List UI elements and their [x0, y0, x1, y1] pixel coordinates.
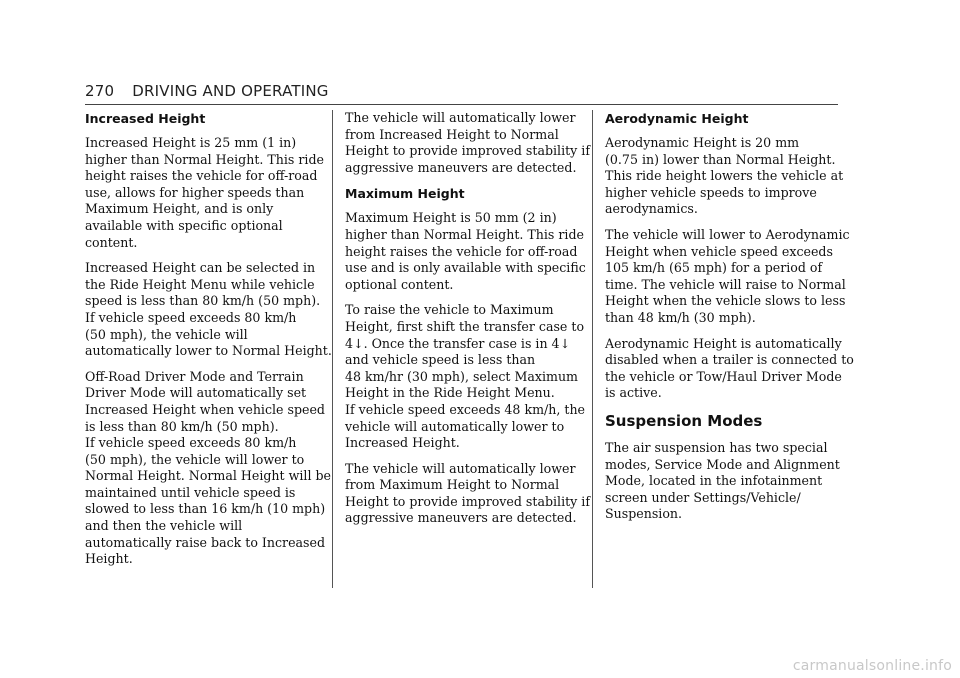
text-line: automatically lower to Normal Height. — [85, 343, 332, 359]
text-line: Height when the vehicle slows to less — [605, 293, 846, 309]
text-line: automatically raise back to Increased — [85, 534, 326, 550]
paragraph — [85, 260, 332, 360]
paragraph — [605, 226, 850, 327]
text-line: The vehicle will automatically lower — [345, 460, 576, 476]
text-line: available with specific optional — [85, 217, 283, 233]
paragraph — [605, 335, 854, 402]
text-line: Suspension. — [605, 506, 683, 522]
page-header — [85, 82, 838, 100]
column-divider — [592, 110, 593, 588]
text-line: is less than 80 km/h (50 mph). — [85, 418, 279, 434]
column-2 — [345, 110, 590, 536]
text-line: from Maximum Height to Normal — [345, 477, 560, 493]
text-line: slowed to less than 16 km/h (10 mph) — [85, 501, 326, 517]
text-line: If vehicle speed exceeds 80 km/h — [85, 435, 297, 451]
text-line: optional content. — [345, 276, 454, 292]
text-line: speed is less than 80 km/h (50 mph). — [85, 293, 321, 309]
text-line: 4↓. Once the transfer case is in 4↓ — [345, 335, 571, 351]
text-line: Maximum Height, and is only — [85, 201, 274, 217]
paragraph — [85, 368, 331, 568]
column-divider — [332, 110, 333, 588]
text-line: The air suspension has two special — [605, 439, 828, 455]
text-line: height raises the vehicle for off-road — [345, 243, 578, 259]
text-line: Normal Height. Normal Height will be — [85, 468, 331, 484]
text-line: To raise the vehicle to Maximum — [345, 302, 554, 318]
text-line: Height. — [85, 551, 133, 567]
text-line: Height to provide improved stability if — [345, 143, 590, 159]
paragraph — [605, 135, 843, 218]
text-line: Mode, located in the infotainment — [605, 473, 823, 489]
text-line: than 48 km/h (30 mph). — [605, 309, 756, 325]
text-line: Maximum Height is 50 mm (2 in) — [345, 210, 557, 226]
text-line: Increased Height when vehicle speed — [85, 401, 325, 417]
text-line: is active. — [605, 385, 662, 401]
text-line: (0.75 in) lower than Normal Height. — [605, 151, 836, 167]
text-line: Height in the Ride Height Menu. — [345, 385, 555, 401]
watermark: carmanualsonline.info — [792, 658, 952, 674]
text-line: Aerodynamic Height is 20 mm — [605, 135, 800, 150]
text-line: modes, Service Mode and Alignment — [605, 456, 840, 472]
text-line: Aerodynamic Height is automatically — [605, 335, 842, 351]
text-line: aggressive maneuvers are detected. — [345, 159, 577, 175]
text-line: use, allows for higher speeds than — [85, 184, 305, 200]
text-line: This ride height lowers the vehicle at — [605, 168, 844, 184]
text-line: screen under Settings/Vehicle/ — [605, 489, 801, 505]
text-line: The vehicle will automatically lower — [345, 110, 576, 125]
text-line: from Increased Height to Normal — [345, 126, 559, 142]
paragraph — [345, 210, 586, 293]
text-line: time. The vehicle will raise to Normal — [605, 276, 846, 292]
text-line: higher vehicle speeds to improve — [605, 184, 817, 200]
page-number: 270 — [85, 82, 115, 100]
header-rule — [85, 104, 838, 105]
text-line: Driver Mode will automatically set — [85, 385, 307, 401]
text-line: the Ride Height Menu while vehicle — [85, 276, 315, 292]
text-line: disabled when a trailer is connected to — [605, 352, 854, 368]
text-line: higher than Normal Height. This ride — [85, 151, 324, 167]
text-line: aggressive maneuvers are detected. — [345, 510, 577, 526]
text-line: content. — [85, 234, 138, 250]
heading-increased-height: Increased Height — [85, 111, 206, 126]
text-line: 105 km/h (65 mph) for a period of — [605, 260, 823, 276]
text-line: (50 mph), the vehicle will lower to — [85, 451, 305, 467]
paragraph — [85, 135, 323, 251]
text-line: height raises the vehicle for off-road — [85, 168, 318, 184]
text-line: and then the vehicle will — [85, 518, 243, 534]
text-line: aerodynamics. — [605, 201, 698, 217]
text-line: higher than Normal Height. This ride — [345, 226, 584, 242]
text-line: If vehicle speed exceeds 48 km/h, the — [345, 401, 586, 417]
text-line: the vehicle or Tow/Haul Driver Mode — [605, 368, 842, 384]
heading-maximum-height: Maximum Height — [345, 186, 465, 202]
text-line: Height, first shift the transfer case to — [345, 318, 585, 334]
text-line: Increased Height is 25 mm (1 in) — [85, 135, 297, 150]
paragraph — [605, 440, 843, 523]
text-line: If vehicle speed exceeds 80 km/h — [85, 309, 297, 325]
section-title: DRIVING AND OPERATING — [132, 82, 329, 100]
paragraph — [345, 110, 590, 176]
text-line: Height to provide improved stability if — [345, 493, 590, 509]
text-line: Off-Road Driver Mode and Terrain — [85, 368, 304, 384]
text-line: Height when vehicle speed exceeds — [605, 243, 833, 259]
text-line: The vehicle will lower to Aerodynamic — [605, 226, 850, 242]
text-line: Increased Height can be selected in — [85, 260, 316, 276]
text-line: vehicle will automatically lower to — [345, 418, 565, 434]
column-1 — [85, 110, 332, 577]
paragraph — [345, 460, 590, 527]
text-line: and vehicle speed is less than — [345, 352, 536, 368]
text-line: Increased Height. — [345, 435, 460, 451]
text-line: (50 mph), the vehicle will — [85, 326, 248, 342]
paragraph — [345, 302, 586, 451]
column-3 — [605, 110, 854, 532]
text-line: 48 km/hr (30 mph), select Maximum — [345, 368, 578, 384]
heading-suspension-modes: Suspension Modes — [605, 411, 763, 430]
heading-aerodynamic-height: Aerodynamic Height — [605, 111, 749, 126]
text-line: maintained until vehicle speed is — [85, 484, 296, 500]
text-line: use and is only available with specific — [345, 260, 586, 276]
